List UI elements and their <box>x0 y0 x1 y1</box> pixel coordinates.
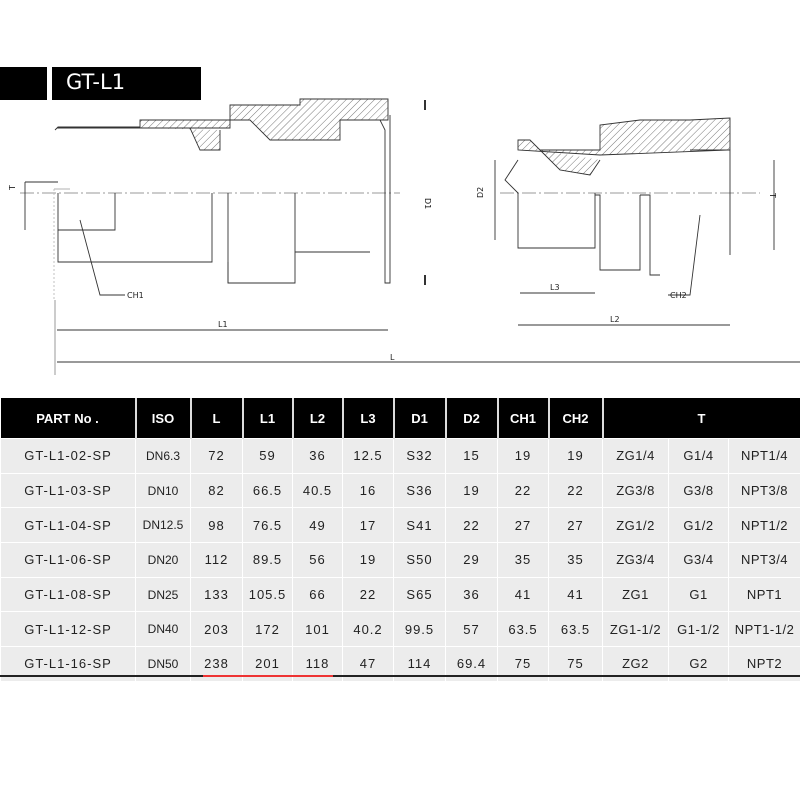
table-bottom-rule <box>0 675 800 677</box>
cell-d1: 99.5 <box>394 612 446 647</box>
technical-drawing <box>0 95 800 375</box>
header-d2: D2 <box>446 398 498 439</box>
cell-iso: DN25 <box>136 577 191 612</box>
cell-t-zg: ZG1-1/2 <box>603 612 669 647</box>
cell-t-zg: ZG1 <box>603 577 669 612</box>
cell-t-npt: NPT1/4 <box>729 439 800 474</box>
cell-t-npt: NPT1-1/2 <box>729 612 800 647</box>
header-iso: ISO <box>136 398 191 439</box>
cell-l1: 66.5 <box>243 473 293 508</box>
label-d1: D1 <box>423 198 432 210</box>
cell-iso: DN50 <box>136 647 191 682</box>
table-row <box>1 473 800 508</box>
cell-t-zg: ZG3/8 <box>603 473 669 508</box>
cell-iso: DN12.5 <box>136 508 191 543</box>
cell-t-npt: NPT3/4 <box>729 543 800 578</box>
cell-iso: DN20 <box>136 543 191 578</box>
cell-l1: 59 <box>243 439 293 474</box>
cell-t-npt: NPT2 <box>729 647 800 682</box>
cell-part-no: GT-L1-02-SP <box>1 439 136 474</box>
cell-d1: S36 <box>394 473 446 508</box>
cell-l3: 12.5 <box>343 439 394 474</box>
label-d2: D2 <box>476 186 485 198</box>
cell-t-g: G1 <box>669 577 729 612</box>
label-t-right: T <box>768 193 777 198</box>
red-accent-line <box>203 675 333 677</box>
cell-d2: 36 <box>446 577 498 612</box>
cell-l2: 118 <box>293 647 343 682</box>
label-l2: L2 <box>610 315 620 324</box>
table-row <box>1 508 800 543</box>
cell-l3: 17 <box>343 508 394 543</box>
cell-d2: 57 <box>446 612 498 647</box>
cell-ch1: 19 <box>498 439 549 474</box>
cell-l2: 101 <box>293 612 343 647</box>
header-l2: L2 <box>293 398 343 439</box>
cell-l2: 66 <box>293 577 343 612</box>
cell-d2: 15 <box>446 439 498 474</box>
cell-ch1: 75 <box>498 647 549 682</box>
cell-t-npt: NPT3/8 <box>729 473 800 508</box>
cell-iso: DN40 <box>136 612 191 647</box>
male-plug-drawing <box>495 118 774 325</box>
table-row <box>1 577 800 612</box>
cell-t-npt: NPT1 <box>729 577 800 612</box>
table-row <box>1 543 800 578</box>
cell-l3: 40.2 <box>343 612 394 647</box>
cell-l3: 19 <box>343 543 394 578</box>
cell-d2: 19 <box>446 473 498 508</box>
label-l3: L3 <box>550 283 560 292</box>
cell-ch1: 22 <box>498 473 549 508</box>
cell-part-no: GT-L1-08-SP <box>1 577 136 612</box>
cell-ch2: 27 <box>549 508 603 543</box>
cell-iso: DN10 <box>136 473 191 508</box>
cell-l: 112 <box>191 543 243 578</box>
cell-ch2: 19 <box>549 439 603 474</box>
cell-t-g: G3/8 <box>669 473 729 508</box>
cell-l: 82 <box>191 473 243 508</box>
product-title: GT-L1 <box>66 70 126 94</box>
cell-l2: 36 <box>293 439 343 474</box>
cell-l3: 16 <box>343 473 394 508</box>
cell-l1: 105.5 <box>243 577 293 612</box>
header-t: T <box>603 398 800 439</box>
table-header-row <box>1 398 800 439</box>
cell-d2: 22 <box>446 508 498 543</box>
cell-ch1: 63.5 <box>498 612 549 647</box>
cell-t-g: G1/4 <box>669 439 729 474</box>
header-l3: L3 <box>343 398 394 439</box>
cell-l3: 22 <box>343 577 394 612</box>
specification-table <box>0 398 800 682</box>
cell-d1: 114 <box>394 647 446 682</box>
cell-t-zg: ZG1/4 <box>603 439 669 474</box>
cell-t-npt: NPT1/2 <box>729 508 800 543</box>
cell-part-no: GT-L1-04-SP <box>1 508 136 543</box>
cell-part-no: GT-L1-03-SP <box>1 473 136 508</box>
cell-t-g: G1/2 <box>669 508 729 543</box>
header-l1: L1 <box>243 398 293 439</box>
cell-l1: 172 <box>243 612 293 647</box>
cell-d1: S32 <box>394 439 446 474</box>
cell-d2: 69.4 <box>446 647 498 682</box>
label-t-left: T <box>8 185 17 190</box>
cell-iso: DN6.3 <box>136 439 191 474</box>
cell-l: 98 <box>191 508 243 543</box>
cell-l: 238 <box>191 647 243 682</box>
cell-l3: 47 <box>343 647 394 682</box>
header-ch2: CH2 <box>549 398 603 439</box>
header-ch1: CH1 <box>498 398 549 439</box>
cell-t-g: G3/4 <box>669 543 729 578</box>
cell-l: 203 <box>191 612 243 647</box>
cell-l2: 56 <box>293 543 343 578</box>
cell-d1: S41 <box>394 508 446 543</box>
label-ch1: CH1 <box>127 291 144 300</box>
cell-l1: 201 <box>243 647 293 682</box>
cell-t-zg: ZG2 <box>603 647 669 682</box>
table-row <box>1 612 800 647</box>
cell-part-no: GT-L1-16-SP <box>1 647 136 682</box>
cell-ch2: 35 <box>549 543 603 578</box>
cell-l1: 76.5 <box>243 508 293 543</box>
label-l1: L1 <box>218 320 228 329</box>
header-d1: D1 <box>394 398 446 439</box>
cell-ch2: 22 <box>549 473 603 508</box>
cell-l: 133 <box>191 577 243 612</box>
table-row <box>1 439 800 474</box>
header-l: L <box>191 398 243 439</box>
cell-ch1: 27 <box>498 508 549 543</box>
cell-part-no: GT-L1-06-SP <box>1 543 136 578</box>
label-ch2: CH2 <box>670 291 687 300</box>
cell-ch1: 41 <box>498 577 549 612</box>
cell-l2: 40.5 <box>293 473 343 508</box>
header-part-no: PART No . <box>1 398 136 439</box>
cell-t-zg: ZG3/4 <box>603 543 669 578</box>
cell-t-g: G1-1/2 <box>669 612 729 647</box>
cell-l2: 49 <box>293 508 343 543</box>
cell-part-no: GT-L1-12-SP <box>1 612 136 647</box>
cell-ch2: 63.5 <box>549 612 603 647</box>
cell-ch1: 35 <box>498 543 549 578</box>
cell-d1: S50 <box>394 543 446 578</box>
cell-ch2: 41 <box>549 577 603 612</box>
cell-ch2: 75 <box>549 647 603 682</box>
label-l: L <box>390 353 395 362</box>
cell-l: 72 <box>191 439 243 474</box>
cell-t-g: G2 <box>669 647 729 682</box>
cell-d1: S65 <box>394 577 446 612</box>
cell-l1: 89.5 <box>243 543 293 578</box>
cell-d2: 29 <box>446 543 498 578</box>
cell-t-zg: ZG1/2 <box>603 508 669 543</box>
